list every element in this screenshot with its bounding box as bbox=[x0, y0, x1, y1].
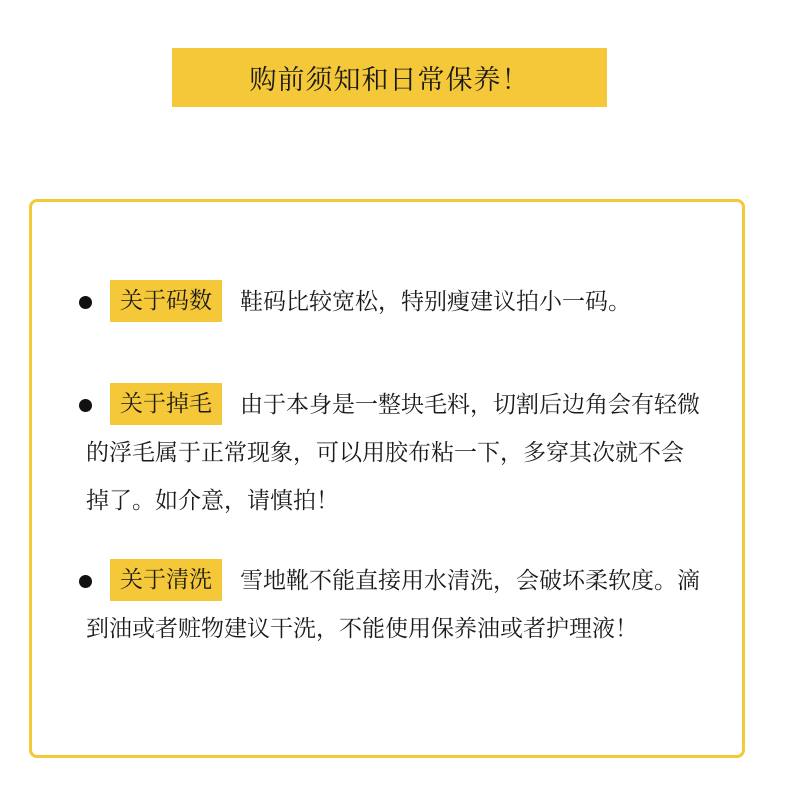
notice-paragraph bbox=[86, 278, 706, 326]
notice-text: 雪地靴不能直接用水清洗，会破坏柔软度。滴到油或者赃物建议干洗，不能使用保养油或者护理液！ bbox=[86, 568, 700, 642]
notice-tag: 关于码数 bbox=[110, 280, 222, 322]
notice-paragraph bbox=[86, 557, 706, 653]
notice-text: 鞋码比较宽松，特别瘦建议拍小一码。 bbox=[240, 289, 631, 315]
notice-paragraph bbox=[86, 381, 706, 525]
notice-tag: 关于清洗 bbox=[110, 559, 222, 601]
page-title bbox=[172, 48, 607, 107]
notice-box bbox=[29, 199, 745, 758]
notice-text: 由于本身是一整块毛料，切割后边角会有轻微的浮毛属于正常现象，可以用胶布粘一下，多穿其次就不会掉了。如介意，请慎拍！ bbox=[86, 392, 700, 514]
notice-tag: 关于掉毛 bbox=[110, 383, 222, 425]
page-title-text: 购前须知和日常保养！ bbox=[249, 65, 530, 96]
